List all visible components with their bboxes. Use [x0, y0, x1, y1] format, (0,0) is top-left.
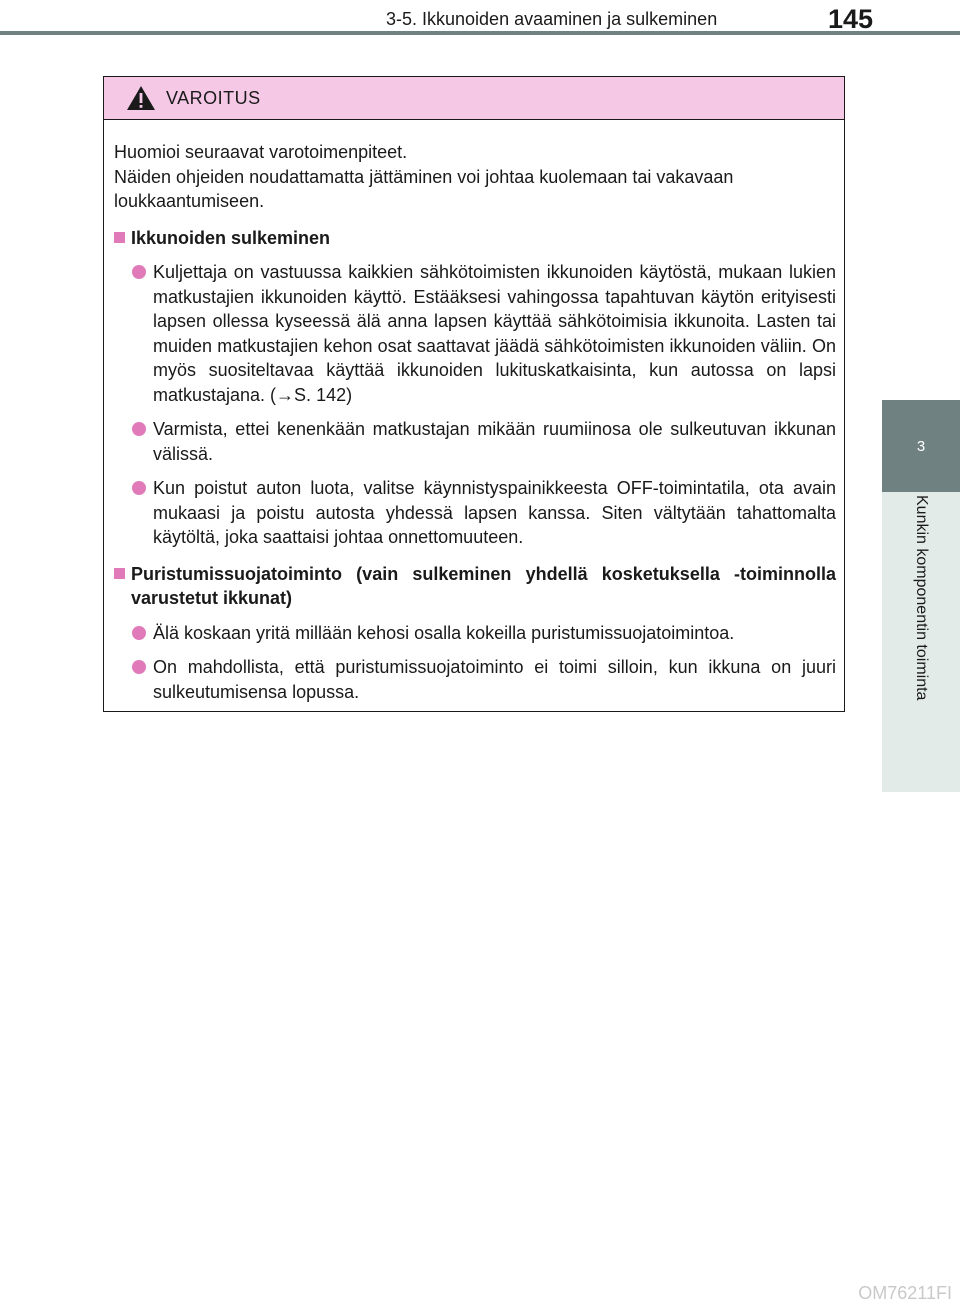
round-bullet-icon: [132, 481, 146, 495]
list-item-text: On mahdollista, että puristumissuojatoiminto ei toimi silloin, kun ikkuna on juuri sulkeutumisensa lopussa.: [153, 657, 836, 702]
round-bullet-icon: [132, 422, 146, 436]
chapter-number: 3: [916, 437, 926, 455]
warning-body: [104, 120, 844, 704]
list-item-text: Kuljettaja on vastuussa kaikkien sähkötoimisten ikkunoiden käytöstä, mukaan lukien matkustajien ikkunoiden käyttö. Estääksesi vahingossa tapahtuvan käytön erityisesti lapsen ollessa kyseessä älä anna lapsen käyttää sähkötoimisia ikkunoita. Lasten tai muiden matkustajien kehon osat saattavat jäädä sähkötoimisten ikkunoiden väliin. On myös suositeltavaa käyttää ikkunoiden lukituskatkaisinta, kun autossa on lapsi matkustajana. (→S. 142): [153, 262, 836, 405]
round-bullet-icon: [132, 265, 146, 279]
list-item: [114, 621, 836, 646]
warning-title: VAROITUS: [166, 87, 261, 108]
warning-intro: Huomioi seuraavat varotoimenpiteet. Näiden ohjeiden noudattamatta jättäminen voi johtaa kuolemaan tai vakavaan loukkaantumiseen.: [114, 142, 734, 211]
list-item: [114, 476, 836, 550]
list-item-text: Varmista, ettei kenenkään matkustajan mikään ruumiinosa ole sulkeutuvan ikkunan välissä.: [153, 419, 836, 464]
section-heading-text: Ikkunoiden sulkeminen: [131, 227, 331, 248]
square-bullet-icon: [114, 568, 125, 579]
list-item: [114, 417, 836, 466]
round-bullet-icon: [132, 626, 146, 640]
footer-watermark: OM76211FI: [858, 1283, 952, 1303]
list-item-text: Kun poistut auton luota, valitse käynnistyspainikkeesta OFF-toimintatila, ota avain mukaasi ja poistu autosta yhdessä lapsen kanssa. Siten vältytään tahattomalta käytöltä, joka saattaisi johtaa onnettomuuteen.: [153, 478, 836, 547]
header-rule: [0, 31, 960, 35]
section-heading-text: Puristumissuojatoiminto (vain sulkeminen yhdellä kosketuksella -toiminnolla varustetut ikkunat): [131, 563, 836, 608]
list-item-text: Älä koskaan yritä millään kehosi osalla kokeilla puristumissuojatoimintoa.: [153, 622, 735, 643]
square-bullet-icon: [114, 232, 125, 243]
section-heading: [114, 226, 836, 251]
section-title: 3-5. Ikkunoiden avaaminen ja sulkeminen: [386, 9, 718, 29]
section-heading: [114, 562, 836, 611]
warning-header: [104, 77, 844, 120]
round-bullet-icon: [132, 660, 146, 674]
list-item: [114, 655, 836, 704]
list-item: [114, 260, 836, 407]
chapter-tab: [882, 400, 960, 492]
warning-box: [103, 76, 845, 712]
chapter-label: Kunkin komponentin toiminta: [913, 495, 930, 701]
warning-triangle-icon: [126, 85, 156, 111]
page-number: 145: [828, 4, 874, 34]
